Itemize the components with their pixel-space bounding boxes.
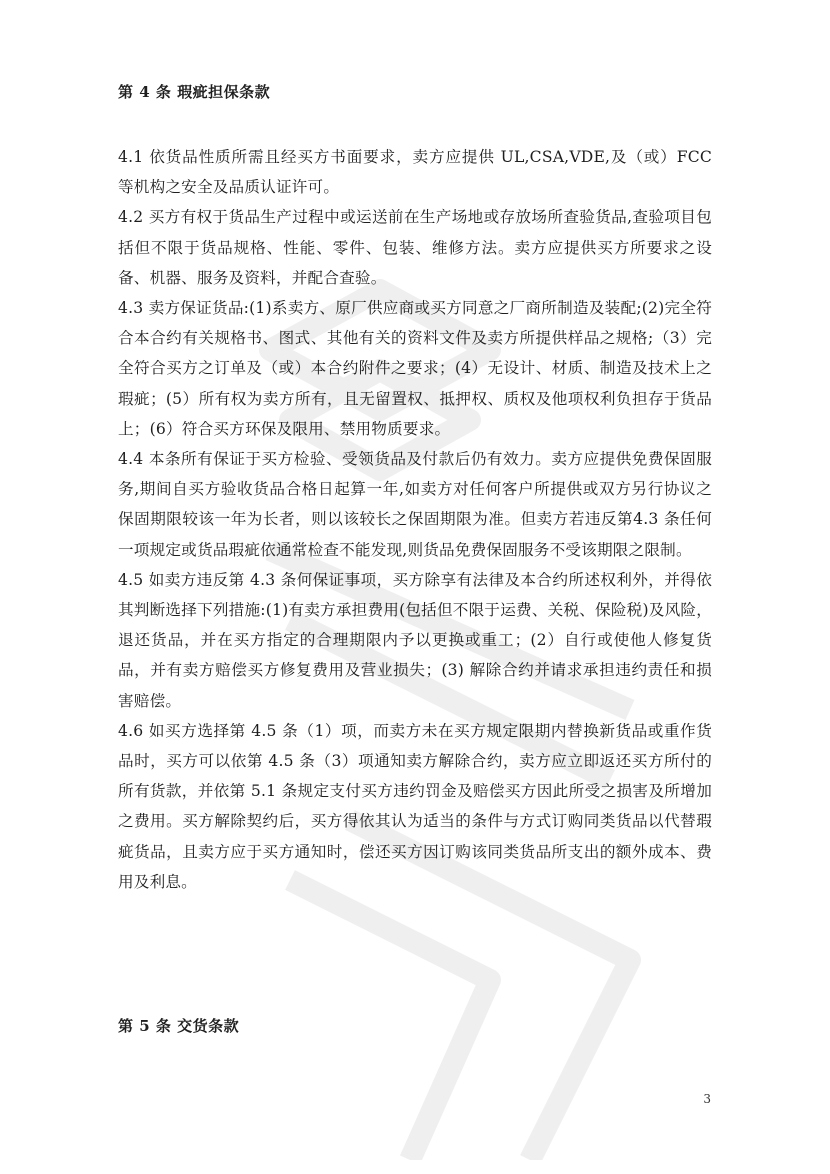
clause-4-5: 4.5 如卖方违反第 4.3 条何保证事项，买方除享有法律及本合约所述权利外，并得依其判断选择下列措施:(1)有卖方承担费用(包括但不限于运费、关税、保险税)及风险，退还货品，并在买方指定的合理期限内予以更换或重工；(2）自行或使他人修复货品，并有卖方赔偿买方修复费用及营业损失；(3) 解除合约并请求承担违约责任和损害赔偿。 (118, 570, 712, 710)
clause-4-2: 4.2 买方有权于货品生产过程中或运送前在生产场地或存放场所查验货品,查验项目包括但不限于货品规格、性能、零件、包装、维修方法。卖方应提供买方所要求之设备、机器、服务及资料，并配合查验。 (118, 208, 712, 287)
page-number: 3 (703, 1092, 711, 1106)
clause-4-1: 4.1 依货品性质所需且经买方书面要求，卖方应提供 UL,CSA,VDE,及（或）FCC 等机构之安全及品质认证许可。 (118, 148, 712, 197)
clause-4-3: 4.3 卖方保证货品:(1)系卖方、原厂供应商或买方同意之厂商所制造及装配;(2)完全符合本合约有关规格书、图式、其他有关的资料文件及卖方所提供样品之规格;（3）完全符合买方之订单及（或）本合约附件之要求；(4）无设计、材质、制造及技术上之瑕疵；(5）所有权为卖方所有，且无留置权、抵押权、质权及他项权利负担存于货品上；(6）符合买方环保及限用、禁用物质要求。 (118, 299, 712, 438)
clause-4-4: 4.4 本条所有保证于买方检验、受领货品及付款后仍有效力。卖方应提供免费保固服务,期间自买方验收货品合格日起算一年,如卖方对任何客户所提供或双方另行协议之保固期限较该一年为长者，则以该较长之保固期限为准。但卖方若违反第4.3 条任何一项规定或货品瑕疵依通常检查不能发现,则货品免费保固服务不受该期限之限制。 (118, 450, 712, 559)
clause-4-6: 4.6 如买方选择第 4.5 条（1）项，而卖方未在买方规定限期内替换新货品或重作货品时，买方可以依第 4.5 条（3）项通知卖方解除合约，卖方应立即返还买方所付的所有货款，并依第 5.1 条规定支付买方违约罚金及赔偿买方因此所受之损害及所增加之费用。买方解除契约后，买方得依其认为适当的条件与方式订购同类货品以代替瑕疵货品，且卖方应于买方通知时，偿还买方因订购该同类货品所支出的额外成本、费用及利息。 (118, 721, 712, 891)
section-5-heading: 第 5 条 交货条款 (118, 1017, 240, 1035)
section-4-heading: 第 4 条 瑕疵担保条款 (118, 83, 271, 101)
section-4-clauses (118, 142, 712, 897)
